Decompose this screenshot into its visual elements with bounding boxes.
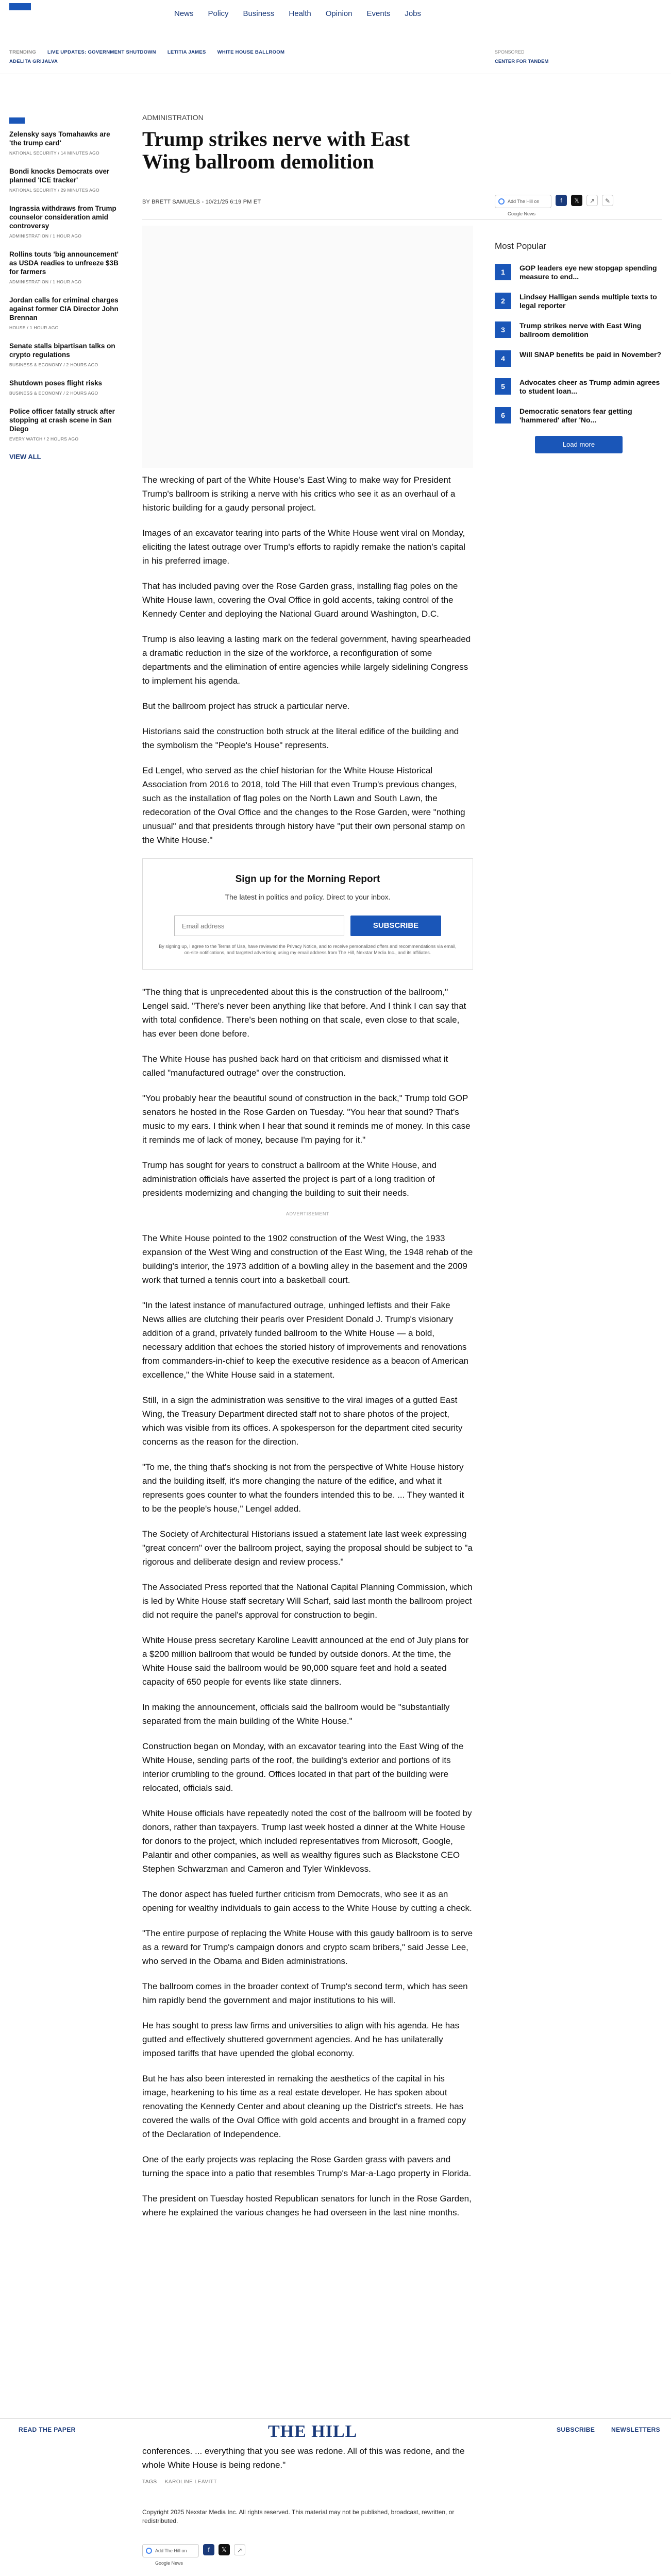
nav-links [174, 9, 421, 18]
article-paragraph: In making the announcement, officials said the ballroom would be "substantially separated from the main building of the White House." [142, 1702, 450, 1726]
article-paragraph: "In the latest instance of manufactured outrage, unhinged leftists and their Fake News allies are clutching their pearls over President Donald J. Trump's visionary addition of a grand, privately funded ballroom to the White House — a bold, necessary addition that echoes the storied history of improvements and renovations from commanders-in-chief to keep the executive residence as a beacon of American excellence," the White House said in a statement. [142, 1300, 469, 1380]
google-news-button[interactable] [142, 2544, 199, 2566]
rail-item-title[interactable]: Senate stalls bipartisan talks on crypto regulations [9, 342, 115, 359]
most-popular-item[interactable] [495, 321, 662, 339]
subscribe-button[interactable]: SUBSCRIBE [350, 916, 441, 936]
newsletter-signup [142, 858, 473, 970]
rail-item[interactable] [9, 204, 123, 239]
most-popular-title[interactable]: Will SNAP benefits be paid in November? [519, 350, 661, 359]
rank-badge: 1 [495, 264, 511, 280]
rail-item-meta: BUSINESS & ECONOMY / 2 HOURS AGO [9, 391, 98, 396]
nav-link-events[interactable]: Events [366, 9, 391, 18]
article-paragraph: Still, in a sign the administration was sensitive to the viral images of a gutted East Wing, the Treasury Department directed staff not to share photos of the project, which was visible from its offices. A spokesperson for the department cited security concerns as the reason for the direction. [142, 1395, 463, 1447]
trending-label: TRENDING [9, 49, 37, 55]
article-paragraph: The Associated Press reported that the National Capital Planning Commission, which is led by White House staff secretary Will Scharf, said last month the ballroom project did not require the panel's approval for construction to begin. [142, 1582, 473, 1620]
article-paragraph: But he has also been interested in remaking the aesthetics of the capital in his image, hearkening to his time as a real estate developer. He has spoken about renovating the Kennedy Center and about cleaning up the District's streets. He has covered the walls of the Oval Office with gold accents and brought in a framed copy of the Declaration of Independence. [142, 2074, 466, 2139]
rank-badge: 4 [495, 350, 511, 367]
share-icon[interactable]: ↗ [586, 195, 598, 206]
rail-item-title[interactable]: Police officer fatally struck after stopping at crash scene in San Diego [9, 408, 115, 433]
most-popular-title[interactable]: GOP leaders eye new stopgap spending measure to end... [519, 264, 657, 281]
facebook-icon[interactable]: f [203, 2544, 214, 2555]
read-paper-link[interactable]: READ THE PAPER [19, 2426, 76, 2433]
rail-item-title[interactable]: Bondi knocks Democrats over planned 'ICE tracker' [9, 167, 110, 184]
most-popular-heading: Most Popular [495, 241, 547, 251]
article-paragraph: He has sought to press law firms and universities to align with his agenda. He has gutted and effectively shuttered government agencies. And he has unilaterally imposed tariffs that have upended the global economy. [142, 2021, 460, 2058]
most-popular-item[interactable] [495, 378, 662, 396]
newsletters-link[interactable]: NEWSLETTERS [611, 2426, 661, 2433]
load-more-button[interactable]: Load more [535, 436, 623, 453]
article-paragraph: White House press secretary Karoline Leavitt announced at the end of July plans for a $200 million ballroom that would be funded by outside donors. At the time, the White House said the ballroom would be 90,000 square feet and hold a seated capacity of 650 people for events like state dinners. [142, 1635, 469, 1687]
tags-label: TAGS [142, 2479, 157, 2485]
rail-item-meta: ADMINISTRATION / 1 HOUR AGO [9, 279, 82, 284]
google-icon [498, 198, 505, 205]
article-paragraph: "You probably hear the beautiful sound of construction in the back," Trump told GOP senators he hosted in the Rose Garden on Tuesday. "You hear that sound? That's music to my ears. I think when I hear that sound it reminds me of money. In this case it reminds me of lack of money, because I'm paying for it." [142, 1093, 471, 1145]
rail-item-title[interactable]: Ingrassia withdraws from Trump counselor consideration amid controversy [9, 205, 116, 230]
site-logo[interactable]: THE HILL [268, 2422, 358, 2441]
trending-item[interactable]: LETITIA JAMES [167, 49, 206, 55]
google-news-label: Add The Hill on Google News [155, 2548, 187, 2566]
article-tail [142, 2444, 473, 2472]
article-paragraph: Trump has sought for years to construct a ballroom at the White House, and administration officials have asserted the project is part of a long tradition of presidents modernizing and changing the building to suit their needs. [142, 1160, 437, 1198]
ad-label: ADVERTISEMENT [286, 1211, 330, 1216]
rank-badge: 5 [495, 378, 511, 395]
article-body [142, 473, 473, 2231]
page-title: Trump strikes nerve with East Wing ballroom demolition [142, 127, 410, 173]
most-popular-title[interactable]: Advocates cheer as Trump admin agrees to student loan... [519, 378, 660, 395]
subscribe-link[interactable]: SUBSCRIBE [557, 2426, 595, 2433]
top-nav [0, 0, 671, 37]
nav-link-policy[interactable]: Policy [208, 9, 229, 18]
rail-item[interactable] [9, 296, 123, 330]
article-paragraph: But the ballroom project has struck a particular nerve. [142, 701, 350, 711]
bottom-bar [0, 2418, 671, 2442]
rail-item[interactable] [9, 250, 123, 284]
rail-item-title[interactable]: Shutdown poses flight risks [9, 379, 103, 387]
most-popular-item[interactable] [495, 407, 662, 425]
footer-share-bar [142, 2544, 245, 2566]
copyright: Copyright 2025 Nexstar Media Inc. All rights reserved. This material may not be published, broadcast, rewritten, or redistributed. [142, 2509, 455, 2524]
article-paragraph: Ed Lengel, who served as the chief historian for the White House Historical Association from 2016 to 2018, told The Hill that even Trump's previous changes, such as the installation of flag poles on the North Lawn and South Lawn, the redecoration of the Oval Office and the changes to the Rose Garden, were "nothing unusual" and that presidents through history have "put their own personal stamp on the White House." [142, 766, 465, 845]
rail-item[interactable] [9, 130, 123, 156]
newsletter-form [158, 916, 457, 936]
article-paragraph: The White House has pushed back hard on that criticism and dismissed what it called "manufactured outrage" over the construction. [142, 1054, 448, 1078]
trending-item[interactable]: LIVE UPDATES: GOVERNMENT SHUTDOWN [47, 49, 156, 55]
article-kicker[interactable]: ADMINISTRATION [142, 113, 204, 122]
rank-badge: 3 [495, 321, 511, 338]
nav-link-jobs[interactable]: Jobs [405, 9, 422, 18]
article-paragraph: The donor aspect has fueled further criticism from Democrats, who see it as an opening for wealthy individuals to gain access to the White House by cutting a check. [142, 1889, 472, 1913]
tags [142, 2479, 217, 2485]
most-popular-item[interactable] [495, 264, 662, 281]
most-popular-title[interactable]: Democratic senators fear getting 'hammered' after 'No... [519, 407, 632, 424]
comment-icon[interactable]: ✎ [602, 195, 613, 206]
facebook-icon[interactable]: f [556, 195, 567, 206]
hero-media-area [142, 226, 473, 468]
article-paragraph: Construction began on Monday, with an excavator tearing into the East Wing of the White House, sending parts of the roof, the building's exterior and portions of its interior crumbling to the ground. Offices located in that part of the building were relocated, officials said. [142, 1741, 464, 1793]
article-paragraph: The White House pointed to the 1902 construction of the West Wing, the 1933 expansion of the West Wing and construction of the East Wing, the 1948 rehab of the building's interior, the 1973 addition of a bowling alley in the basement and the 2009 work that turned a tennis court into a basketball court. [142, 1233, 473, 1285]
newsletter-heading: Sign up for the Morning Report [235, 874, 380, 885]
newsletter-subheading: The latest in politics and policy. Direct to your inbox. [225, 893, 391, 901]
rail-item-meta: HOUSE / 1 HOUR AGO [9, 325, 59, 330]
rail-item[interactable] [9, 407, 123, 442]
nav-link-business[interactable]: Business [243, 9, 275, 18]
menu-button[interactable] [9, 3, 31, 10]
most-popular-item[interactable] [495, 293, 662, 310]
rank-badge: 6 [495, 407, 511, 423]
most-popular-item[interactable] [495, 350, 662, 367]
email-field[interactable] [174, 916, 344, 936]
rail-item[interactable] [9, 342, 123, 367]
byline: BY BRETT SAMUELS - 10/21/25 6:19 PM ET [142, 199, 261, 205]
nav-link-opinion[interactable]: Opinion [325, 9, 353, 18]
header-divider [142, 219, 662, 220]
x-icon[interactable]: 𝕏 [219, 2544, 230, 2555]
tag-link[interactable]: KAROLINE LEAVITT [164, 2479, 217, 2485]
rail-item-title[interactable]: Jordan calls for criminal charges against former CIA Director John Brennan [9, 296, 119, 321]
rank-badge: 2 [495, 293, 511, 309]
rail-item-title[interactable]: Zelensky says Tomahawks are 'the trump card' [9, 130, 110, 147]
trending-item[interactable]: ADELITA GRIJALVA [9, 59, 58, 64]
article-paragraph: "To me, the thing that's shocking is not from the perspective of White House history and the building itself, it's more changing the nature of the edifice, and what it represents goes counter to what the founders intended this to be. ... They wanted it to be the people's house," Lengel added. [142, 1462, 464, 1514]
article-paragraph: conferences. ... everything that you see was redone. All of this was redone, and the whole White House is being redone." [142, 2446, 465, 2470]
share-icon[interactable]: ↗ [234, 2544, 245, 2555]
article-paragraph: Trump is also leaving a lasting mark on the federal government, having spearheaded a dramatic reduction in the size of the workforce, a reconfiguration of some departments and the elimination of entire agencies while largely sidelining Congress to implement his agenda. [142, 634, 471, 686]
rail-item[interactable] [9, 379, 123, 396]
article-paragraph: "The entire purpose of replacing the White House with this gaudy ballroom is to serve as a reward for Trump's campaign donors and crypto scam bribers," said Jesse Lee, who served in the Obama and Biden administrations. [142, 1928, 473, 1966]
article-paragraph: Images of an excavator tearing into parts of the White House went viral on Monday, eliciting the latest outrage over Trump's efforts to rapidly remake the nation's capital in his preferred image. [142, 528, 465, 566]
sponsored-link[interactable]: CENTER FOR TANDEM [495, 59, 549, 64]
google-news-button[interactable] [495, 195, 551, 216]
rail-item[interactable] [9, 167, 123, 193]
share-bar [495, 195, 613, 216]
sponsored-label: SPONSORED [495, 49, 525, 55]
live-indicator [9, 117, 25, 124]
article-paragraph: White House officials have repeatedly noted the cost of the ballroom will be footed by donors, rather than taxpayers. Trump last week hosted a dinner at the White House for donors to the project, which included representatives from Microsoft, Google, Palantir and other companies, as well as wealthy figures such as Blackstone CEO Stephen Schwarzman and Cameron and Tyler Winklevoss. [142, 1808, 472, 1874]
rail-item-meta: BUSINESS & ECONOMY / 2 HOURS AGO [9, 362, 98, 367]
article-paragraph: The wrecking of part of the White House's East Wing to make way for President Trump's ballroom is striking a nerve with his critics who see it as an overhaul of a historic building for a gaudy personal project. [142, 475, 456, 513]
article-paragraph: The president on Tuesday hosted Republican senators for lunch in the Rose Garden, where he explained the various changes he had overseen in the last nine months. [142, 2194, 472, 2217]
article-paragraph: "The thing that is unprecedented about this is the construction of the ballroom," Lengel said. "There's never been anything like that before. And I think I can say that with total confidence. There's been nothing on that scale, even close to that scale, has ever been done before. [142, 987, 466, 1039]
x-icon[interactable]: 𝕏 [571, 195, 582, 206]
nav-link-health[interactable]: Health [289, 9, 311, 18]
most-popular [495, 241, 662, 453]
view-all-link[interactable]: VIEW ALL [9, 453, 41, 461]
trending-bar [0, 37, 671, 74]
article-paragraph: The Society of Architectural Historians issued a statement late last week expressing "great concern" over the ballroom project, saying the proposal should be subject to "a rigorous and deliberate design and review process." [142, 1529, 473, 1567]
most-popular-title[interactable]: Trump strikes nerve with East Wing ballroom demolition [519, 321, 642, 338]
most-popular-title[interactable]: Lindsey Halligan sends multiple texts to legal reporter [519, 293, 657, 310]
google-news-label: Add The Hill on Google News [508, 199, 540, 216]
article-paragraph: That has included paving over the Rose Garden grass, installing flag poles on the White House lawn, covering the Oval Office in gold accents, taking control of the Kennedy Center and deploying the National Guard around Washington, D.C. [142, 581, 458, 619]
article-paragraph: The ballroom comes in the broader context of Trump's second term, which has seen him rapidly bend the government and major institutions to his will. [142, 1981, 468, 2005]
rail-item-title[interactable]: Rollins touts 'big announcement' as USDA readies to unfreeze $3B for farmers [9, 250, 119, 276]
trending-item[interactable]: WHITE HOUSE BALLROOM [217, 49, 285, 55]
article-paragraph: One of the early projects was replacing the Rose Garden grass with pavers and turning the space into a patio that resembles Trump's Mar-a-Lago property in Florida. [142, 2155, 472, 2178]
left-rail [9, 130, 123, 461]
rail-item-meta: NATIONAL SECURITY / 29 MINUTES AGO [9, 188, 99, 193]
rail-item-meta: ADMINISTRATION / 1 HOUR AGO [9, 233, 82, 239]
newsletter-fine-print: By signing up, I agree to the Terms of Use, have reviewed the Privacy Notice, and to receive personalized offers and recommendations via email, on-site notifications, and targeted advertising using my email address from The Hill, Nexstar Media Inc., and its affiliates. [159, 944, 457, 955]
nav-link-news[interactable]: News [174, 9, 194, 18]
article-paragraph: Historians said the construction both struck at the literal edifice of the building and the symbolism the "People's House" represents. [142, 726, 459, 750]
rail-item-meta: NATIONAL SECURITY / 14 MINUTES AGO [9, 150, 99, 156]
google-icon [146, 2548, 152, 2554]
rail-item-meta: EVERY WATCH / 2 HOURS AGO [9, 436, 79, 442]
